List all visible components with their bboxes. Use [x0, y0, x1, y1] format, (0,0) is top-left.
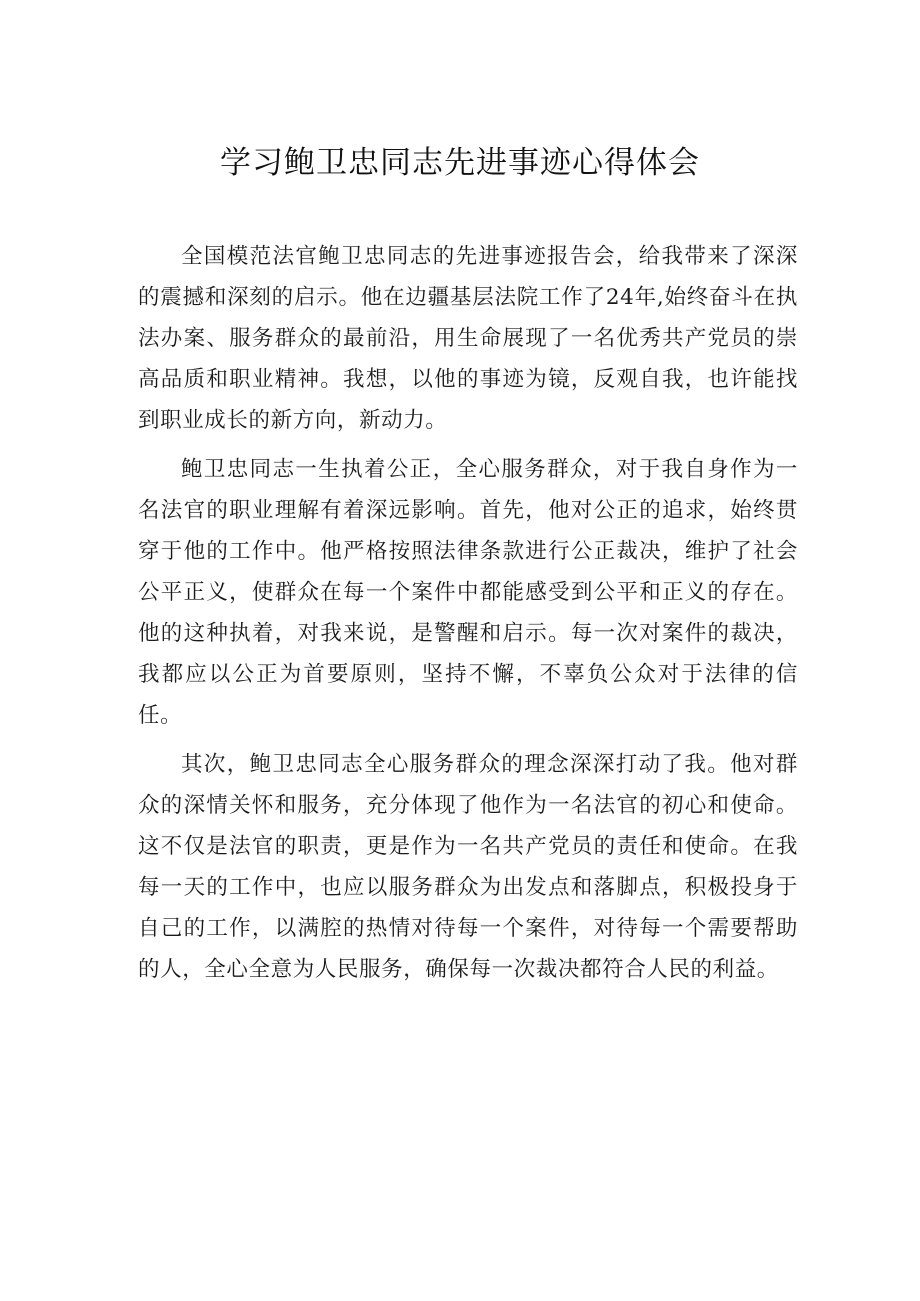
paragraph-1: 全国模范法官鲍卫忠同志的先进事迹报告会，给我带来了深深的震撼和深刻的启示。他在边疆基层法院工作了24年,始终奋斗在执法办案、服务群众的最前沿，用生命展现了一名优秀共产党员的崇高品质和职业精神。我想，以他的事迹为镜，反观自我，也许能找到职业成长的新方向，新动力。 [138, 244, 798, 433]
document-title: 学习鲍卫忠同志先进事迹心得体会 [220, 145, 700, 181]
document-body [138, 236, 798, 990]
paragraph-2: 鲍卫忠同志一生执着公正，全心服务群众，对于我自身作为一名法官的职业理解有着深远影响。首先，他对公正的追求，始终贯穿于他的工作中。他严格按照法律条款进行公正裁决，维护了社会公平正义，使群众在每一个案件中都能感受到公平和正义的存在。他的这种执着，对我来说，是警醒和启示。每一次对案件的裁决，我都应以公正为首要原则，坚持不懈，不辜负公众对于法律的信任。 [138, 457, 798, 728]
paragraph-3: 其次，鲍卫忠同志全心服务群众的理念深深打动了我。他对群众的深情关怀和服务，充分体现了他作为一名法官的初心和使命。这不仅是法官的职责，更是作为一名共产党员的责任和使命。在我每一天的工作中，也应以服务群众为出发点和落脚点，积极投身于自己的工作，以满腔的热情对待每一个案件，对待每一个需要帮助的人，全心全意为人民服务，确保每一次裁决都符合人民的利益。 [138, 752, 798, 982]
